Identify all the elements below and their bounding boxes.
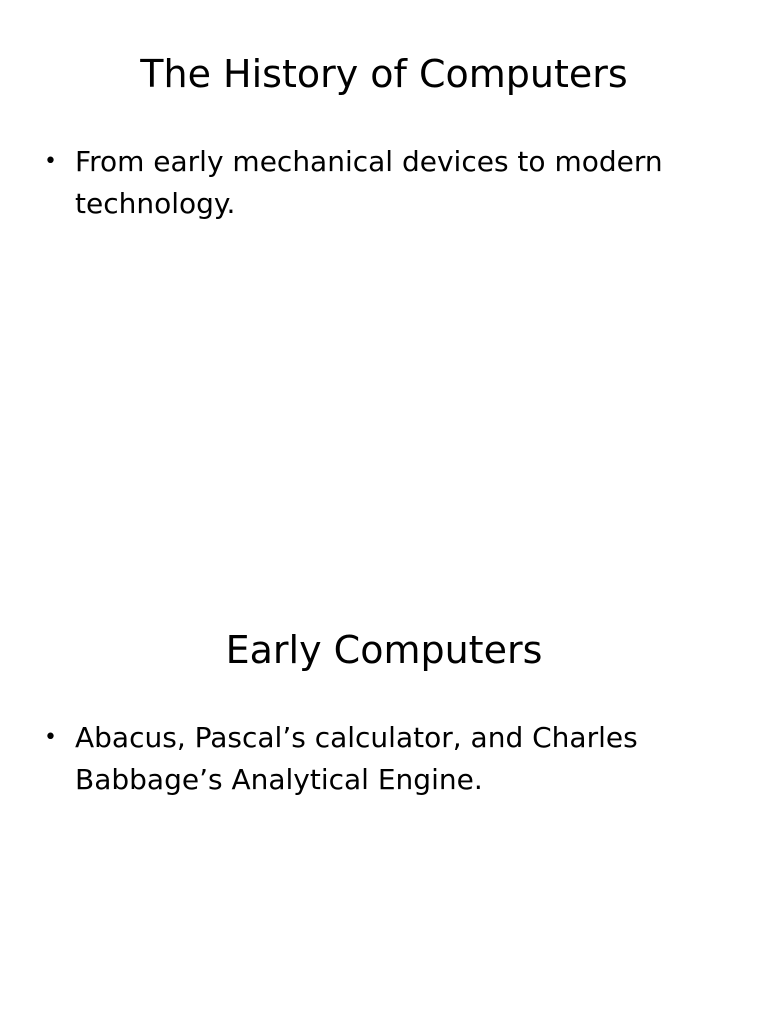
- slide-title: The History of Computers: [140, 52, 628, 96]
- bullet-icon: •: [44, 149, 57, 174]
- bullet-item: [38, 141, 718, 225]
- slide-title: Early Computers: [225, 628, 543, 672]
- bullet-icon: •: [44, 725, 57, 750]
- bullet-text: From early mechanical devices to modern technology.: [75, 145, 663, 220]
- bullet-text: Abacus, Pascal’s calculator, and Charles Babbage’s Analytical Engine.: [75, 721, 638, 796]
- bullet-list: [38, 717, 718, 801]
- bullet-list: [38, 141, 718, 225]
- slide-2: [0, 576, 768, 1024]
- bullet-item: [38, 717, 718, 801]
